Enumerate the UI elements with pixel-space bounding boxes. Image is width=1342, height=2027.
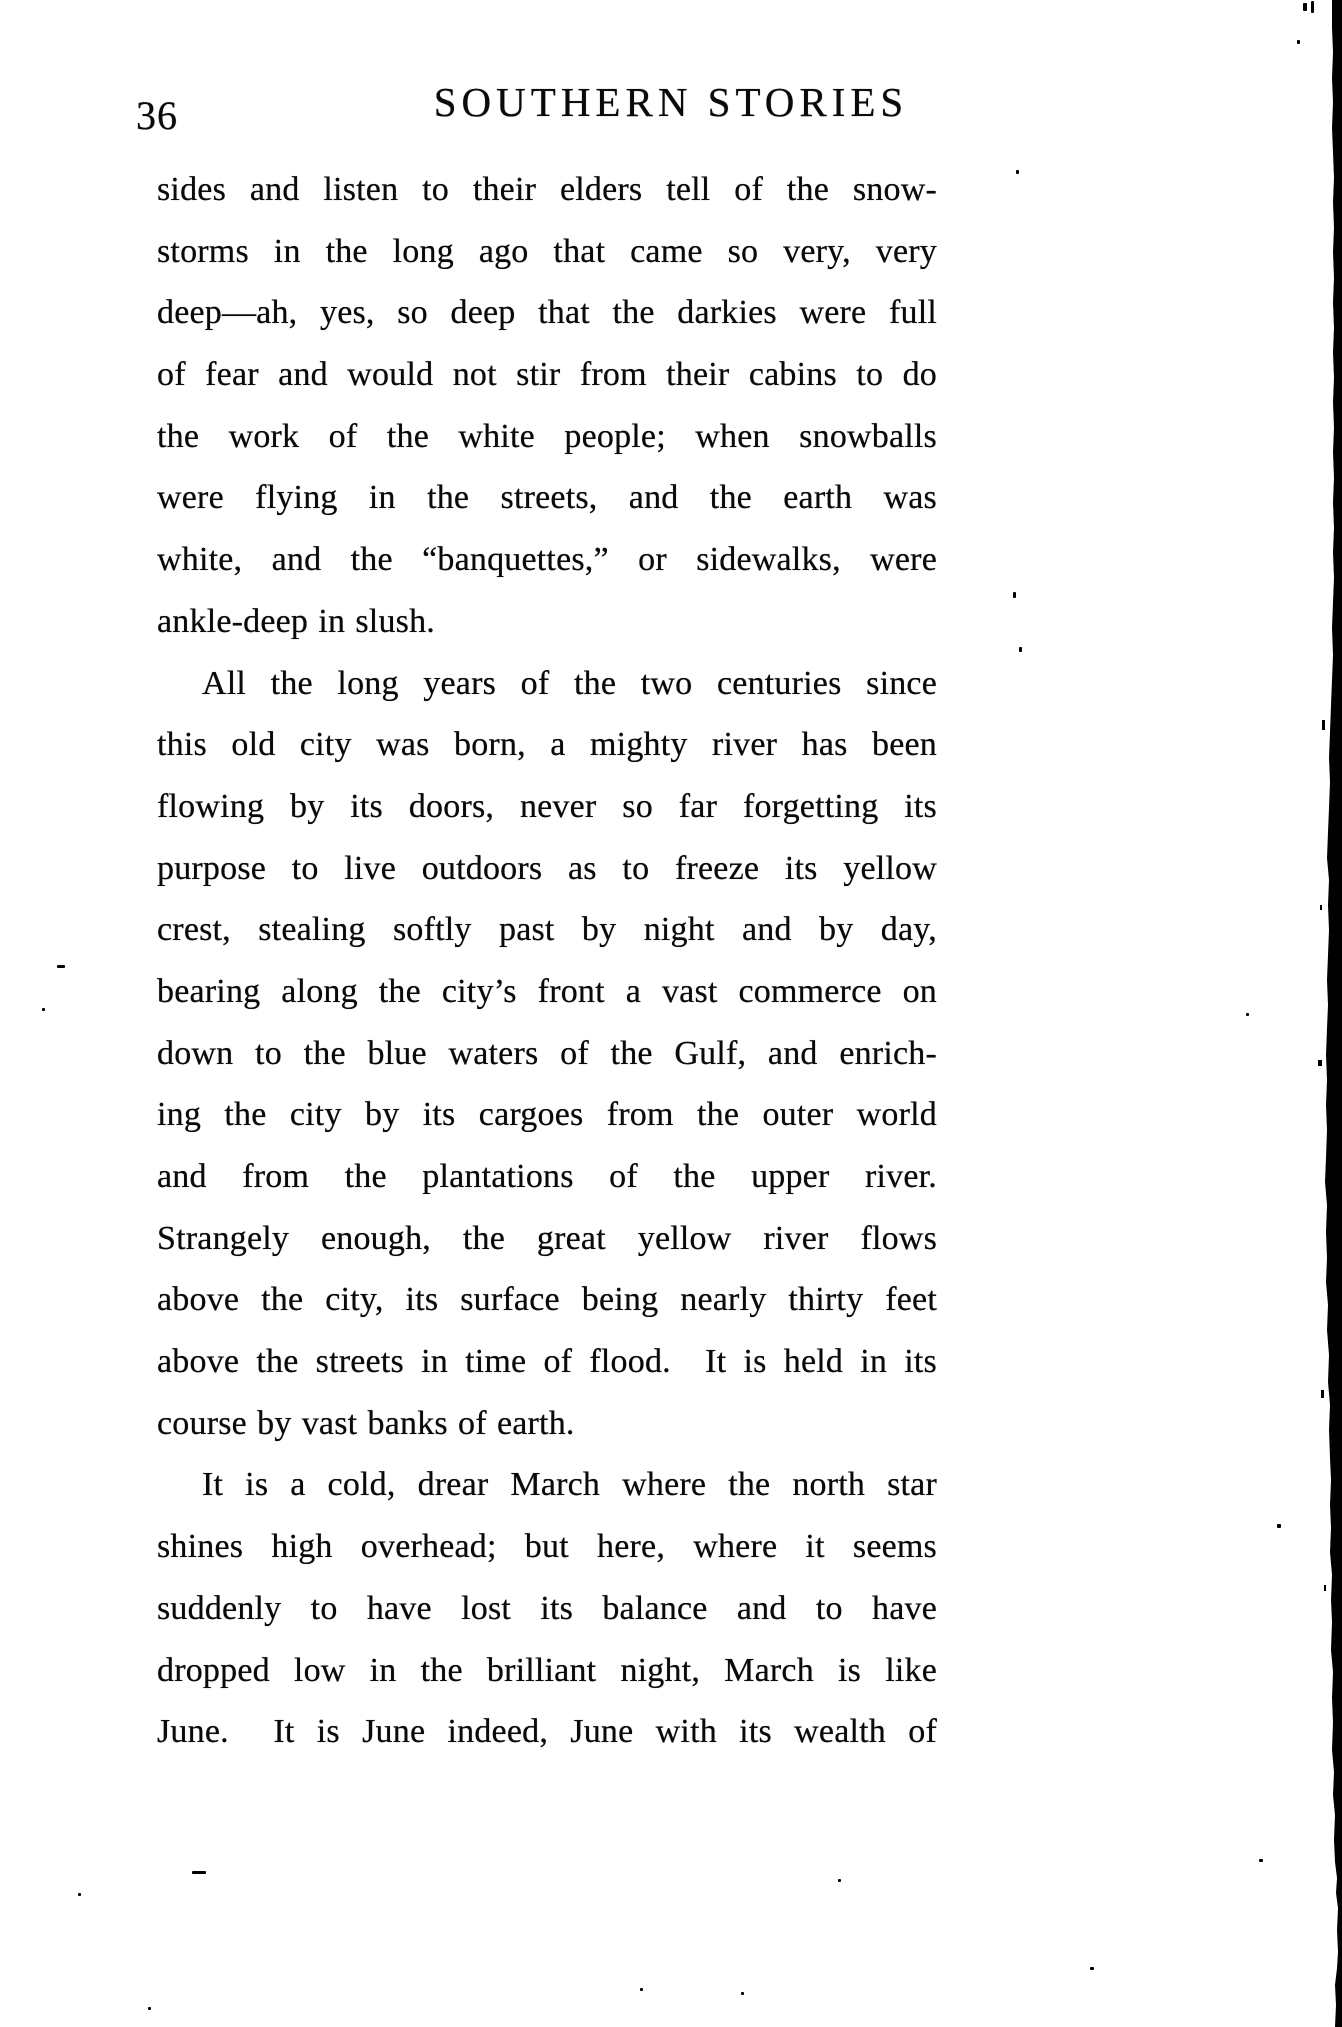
text-line: bearing along the city’s front a vast commerce on [157,972,937,1010]
scan-speckle [1019,647,1022,652]
stray-dash-mark [192,1871,206,1874]
text-line: the work of the white people; when snowballs [157,417,937,455]
text-line: above the streets in time of flood. It is held in its [157,1343,937,1381]
text-line: It is a cold, drear March where the north star [202,1466,937,1504]
scan-speckle [1246,1013,1249,1016]
text-line: purpose to live outdoors as to freeze its yellow [157,849,937,887]
text-line: Strangely enough, the great yellow river flows [157,1219,937,1257]
scan-speckle [640,1988,643,1991]
scan-speckle [1259,1859,1263,1862]
text-line: this old city was born, a mighty river has been [157,726,937,764]
text-line: course by vast banks of earth. [157,1404,575,1442]
paragraph-1 [157,159,937,653]
text-line: ankle-deep in slush. [157,602,435,640]
paragraph-3 [157,1454,937,1762]
scan-speckle [1321,1390,1324,1398]
text-line: down to the blue waters of the Gulf, and enrich- [157,1034,937,1072]
scan-speckle [78,1893,81,1896]
scan-speckle [1090,1967,1094,1970]
text-line: All the long years of the two centuries since [202,664,937,702]
scan-speckle [57,965,65,968]
scan-speckle [1013,592,1016,598]
scan-speckle [1277,1524,1281,1528]
scan-speckle [741,1992,744,1995]
scan-mark-top-corner [1311,1,1314,13]
scan-speckle [1320,905,1322,910]
scan-mark-top-corner [1303,3,1307,11]
scan-speckle [1016,170,1019,174]
scan-speckle [838,1879,841,1882]
scan-speckle [1324,1585,1326,1591]
running-title: SOUTHERN STORIES [433,79,909,125]
scan-speckle [42,1008,45,1011]
text-line: white, and the “banquettes,” or sidewalks, were [157,541,937,579]
scan-speckle [1318,1060,1322,1066]
text-line: storms in the long ago that came so very, very [157,232,937,270]
text-line: ing the city by its cargoes from the outer world [157,1096,937,1134]
text-line: dropped low in the brilliant night, March is like [157,1651,937,1689]
text-line: and from the plantations of the upper river. [157,1158,937,1195]
scan-speckle [1297,40,1300,44]
page-number: 36 [136,93,178,138]
scan-edge-band [1316,0,1342,2027]
page-text [157,159,937,1763]
paragraph-2 [157,653,937,1455]
text-line: of fear and would not stir from their cabins to do [157,356,937,394]
text-line: shines high overhead; but here, where it seems [157,1528,937,1566]
scan-speckle [148,2007,151,2010]
text-line: deep—ah, yes, so deep that the darkies were full [157,294,937,332]
text-line: suddenly to have lost its balance and to have [157,1589,937,1627]
scan-speckle [1322,720,1325,730]
text-line: sides and listen to their elders tell of the snow- [157,171,937,208]
scan-edge-shape [1325,0,1342,2027]
text-line: were flying in the streets, and the earth was [157,479,937,517]
text-line: above the city, its surface being nearly thirty feet [157,1281,937,1319]
text-line: flowing by its doors, never so far forgetting its [157,787,937,825]
text-line: June. It is June indeed, June with its wealth of [157,1713,937,1751]
text-line: crest, stealing softly past by night and by day, [157,911,937,949]
